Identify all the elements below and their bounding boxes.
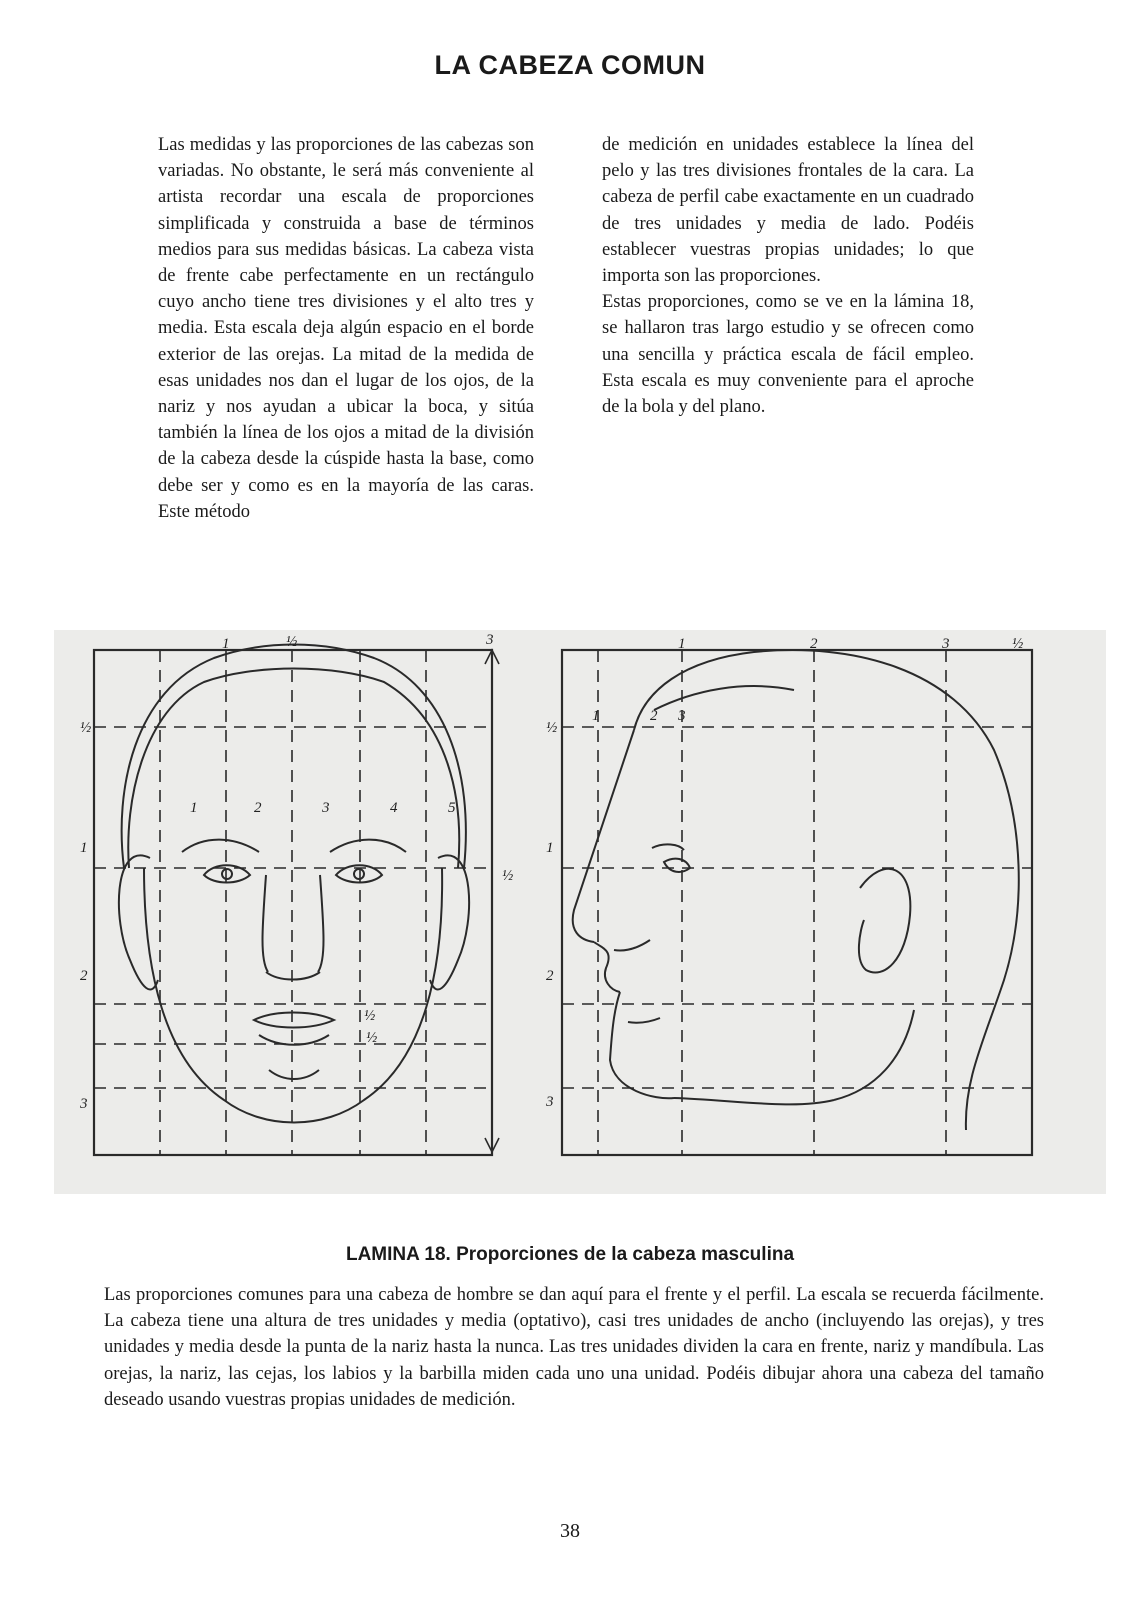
front-mouth-label-1: ½ bbox=[364, 1008, 376, 1024]
caption-title: LAMINA 18. Proporciones de la cabeza masculina bbox=[345, 1244, 795, 1265]
front-inner-label-5: 5 bbox=[448, 800, 456, 816]
paragraph-left: Las medidas y las proporciones de las cabezas son variadas. No obstante, le será más conveniente al artista recordar una escala de proporciones simplificada y construida a base de términos medios para sus medidas básicas. La cabeza vista de frente cabe perfectamente en un rectángulo cuyo ancho tiene tres divisiones y el alto tres y media. Esta escala deja algún espacio en el borde exterior de las orejas. La mitad de la medida de esas unidades nos dan el lugar de los ojos, de la nariz y nos ayudan a ubicar la boca, y sitúa también la línea de los ojos a mitad de la división de la cabeza desde la cúspide hasta la base, como debe ser y como es en la mayoría de las caras. Este método bbox=[158, 135, 534, 522]
profile-inner-label-1: 1 bbox=[592, 708, 600, 724]
profile-left-label-3: 2 bbox=[546, 968, 554, 984]
text-column-left bbox=[158, 132, 534, 525]
front-inner-label-3: 3 bbox=[322, 800, 330, 816]
front-left-label-1: ½ bbox=[80, 720, 92, 736]
front-left-label-2: 1 bbox=[80, 840, 88, 856]
front-inner-label-2: 2 bbox=[254, 800, 262, 816]
front-mouth-label-2: ½ bbox=[366, 1030, 378, 1046]
profile-inner-label-2: 2 bbox=[650, 708, 658, 724]
front-head-sketch bbox=[119, 645, 469, 1123]
text-column-right bbox=[602, 132, 974, 420]
page-number: 38 bbox=[560, 1520, 580, 1542]
paragraph-right-2: Estas proporciones, como se ve en la lámina 18, se hallaron tras largo estudio y se ofrecen como una sencilla y práctica escala de fácil empleo. Esta escala es muy conveniente para el aproche de la bola y del plano. bbox=[602, 292, 974, 418]
front-left-label-3: 2 bbox=[80, 968, 88, 984]
head-proportions-drawing bbox=[54, 630, 1106, 1194]
front-top-label-3: 3 bbox=[486, 632, 494, 648]
front-left-label-4: 3 bbox=[80, 1096, 88, 1112]
front-top-label-1: 1 bbox=[222, 636, 230, 652]
profile-grid bbox=[562, 650, 1032, 1155]
caption-body: Las proporciones comunes para una cabeza de hombre se dan aquí para el frente y el perfil. La escala se recuerda fácilmente. La cabeza tiene una altura de tres unidades y media (optativo), casi tres unidades de ancho (incluyendo las orejas), y tres unidades y media desde la punta de la nariz hasta la nunca. Las tres unidades dividen la cara en frente, nariz y mandíbula. Las orejas, la nariz, las cejas, los labios y la barbilla miden cada uno una unidad. Podéis dibujar ahora una cabeza del tamaño deseado usando vuestras propias unidades de medición. bbox=[104, 1285, 1044, 1410]
profile-top-label-2: 2 bbox=[810, 636, 818, 652]
profile-inner-label-3: 3 bbox=[678, 708, 686, 724]
profile-left-label-1: ½ bbox=[546, 720, 558, 736]
front-inner-label-4: 4 bbox=[390, 800, 398, 816]
profile-top-label-1: 1 bbox=[678, 636, 686, 652]
profile-left-label-2: 1 bbox=[546, 840, 554, 856]
paragraph-right-1: de medición en unidades establece la línea del pelo y las tres divisiones frontales de la cara. La cabeza de perfil cabe exactamente en un cuadrado de tres unidades y media de lado. Podéis establecer vuestras propias unidades; lo que importa son las proporciones. bbox=[602, 135, 974, 287]
front-inner-label-1: 1 bbox=[190, 800, 198, 816]
profile-top-label-3: 3 bbox=[942, 636, 950, 652]
figure-lamina-18 bbox=[54, 630, 1106, 1194]
front-right-label: ½ bbox=[502, 868, 514, 884]
front-top-label-2: ½ bbox=[286, 634, 298, 650]
profile-top-label-4: ½ bbox=[1012, 636, 1024, 652]
profile-left-label-4: 3 bbox=[546, 1094, 554, 1110]
profile-head-sketch bbox=[573, 650, 1019, 1130]
profile-labels bbox=[545, 636, 1023, 1110]
page-title: LA CABEZA COMUN bbox=[434, 50, 706, 80]
